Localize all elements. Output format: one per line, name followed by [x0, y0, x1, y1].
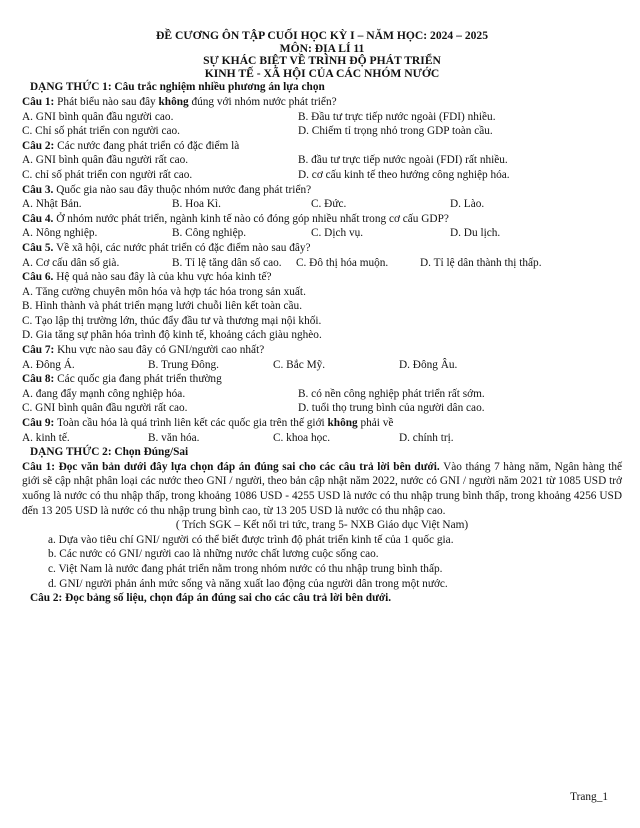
header-line-title: ĐỀ CƯƠNG ÔN TẬP CUỐI HỌC KỲ I – NĂM HỌC: 2024 – 2025: [155, 29, 489, 42]
question-1: [22, 95, 622, 110]
question-5-option-a: A. Cơ cấu dân số già.: [22, 256, 120, 269]
question-6-option-b: B. Hình thành và phát triển mạng lưới chuỗi liên kết toàn cầu.: [22, 300, 303, 313]
question-7-option-b: B. Trung Đông.: [148, 358, 219, 371]
question-9-option-c: C. khoa học.: [273, 431, 331, 444]
question-5-text: Về xã hội, các nước phát triển có đặc điểm nào sau đây?: [53, 241, 311, 254]
question-7-option-c: C. Bắc Mỹ.: [273, 358, 326, 371]
true-false-question-2: Câu 2: Đọc bảng số liệu, chọn đáp án đúng sai cho các câu trả lời bên dưới.: [30, 592, 392, 605]
question-8-text: Các quốc gia đang phát triển thường: [54, 373, 222, 386]
question-1-option-b: B. Đầu tư trực tiếp nước ngoài (FDI) nhiều.: [298, 110, 496, 123]
question-2: [22, 139, 622, 154]
question-9-text-pre: Toàn cầu hóa là quá trình liên kết các quốc gia trên thế giới: [54, 417, 328, 430]
question-2-option-c: C. chỉ số phát triển con người rất cao.: [22, 168, 193, 181]
question-2-option-b: B. đầu tư trực tiếp nước ngoài (FDI) rất nhiều.: [298, 154, 508, 167]
question-3-option-d: D. Lào.: [450, 198, 485, 211]
question-8: [22, 372, 622, 387]
question-3: [22, 183, 622, 198]
question-9: [22, 416, 622, 431]
tf-question-1-statement-d: d. GNI/ người phản ánh mức sống và năng xuất lao động của người dân trong một nước.: [48, 577, 448, 590]
question-9-label: Câu 9:: [22, 417, 55, 430]
question-9-option-b: B. văn hóa.: [148, 431, 200, 444]
question-8-option-a: A. đang đẩy mạnh công nghiệp hóa.: [22, 387, 186, 400]
exam-document: [22, 30, 622, 606]
question-2-options-row-1: [22, 153, 622, 168]
question-2-option-d: D. cơ cấu kinh tế theo hướng công nghiệp hóa.: [298, 168, 510, 181]
question-5: [22, 241, 622, 256]
question-3-option-c: C. Đức.: [311, 198, 347, 211]
question-5-label: Câu 5.: [22, 241, 54, 254]
question-9-text-post: phải về: [357, 417, 394, 430]
question-3-options: [22, 197, 622, 212]
question-9-option-a: A. kinh tế.: [22, 431, 70, 444]
header-line-topic-1: SỰ KHÁC BIỆT VỀ TRÌNH ĐỘ PHÁT TRIỂN: [203, 54, 441, 68]
question-9-emphasis: không: [327, 417, 358, 430]
question-8-option-b: B. có nền công nghiệp phát triển rất sớm.: [298, 387, 485, 400]
question-1-label: Câu 1:: [22, 95, 55, 108]
question-8-options-row-2: [22, 401, 622, 416]
question-4-options: [22, 226, 622, 241]
question-6-text: Hệ quả nào sau đây là của khu vực hóa kinh tế?: [53, 271, 272, 284]
question-3-option-a: A. Nhật Bản.: [22, 198, 82, 211]
tf-question-1-source: ( Trích SGK – Kết nối tri tức, trang 5- NXB Giáo dục Việt Nam): [175, 519, 469, 532]
question-3-text: Quốc gia nào sau đây thuộc nhóm nước đang phát triển?: [53, 183, 312, 196]
question-7: [22, 343, 622, 358]
question-6-label: Câu 6.: [22, 271, 54, 284]
question-2-label: Câu 2:: [22, 139, 55, 152]
question-5-option-d: D. Tỉ lệ dân thành thị thấp.: [420, 256, 542, 269]
true-false-question-1: [22, 460, 622, 518]
question-8-options-row-1: [22, 387, 622, 402]
question-3-label: Câu 3.: [22, 183, 54, 196]
question-4-option-d: D. Du lịch.: [450, 227, 501, 240]
question-8-label: Câu 8:: [22, 373, 55, 386]
question-9-options: [22, 431, 622, 446]
question-4-label: Câu 4.: [22, 212, 54, 225]
question-8-option-d: D. tuổi thọ trung bình của người dân cao.: [298, 402, 485, 415]
section-1-title: DẠNG THỨC 1: Câu trắc nghiệm nhiều phương án lựa chọn: [30, 81, 325, 94]
tf-question-1-statement-b: b. Các nước có GNI/ người cao là những nước chất lương cuộc sống cao.: [48, 548, 379, 561]
question-7-options: [22, 358, 622, 373]
question-2-option-a: A. GNI bình quân đầu người rất cao.: [22, 154, 189, 167]
tf-question-1-passage: Vào tháng 7 hàng năm, Ngân hàng thế giới sẽ cập nhật phân loại các nước theo GNI / người, theo bản cập nhật năm 2022, nước có GNI / người năm 2021 từ 1085 USD trở xuống là nước có thu nhập thấp, trong khoảng 1086 USD - 4255 USD là nước có thu nhập trung bình thấp, trong khoảng 4256 USD đến 13 205 USD là nước có thu nhập trung bình cao, từ 13 205 USD là nước có thu nhập cao.: [22, 460, 622, 517]
question-1-text-post: đúng với nhóm nước phát triển?: [188, 95, 337, 108]
question-2-text: Các nước đang phát triển có đặc điểm là: [54, 139, 240, 152]
question-4-option-c: C. Dịch vụ.: [311, 227, 364, 240]
question-3-option-b: B. Hoa Kì.: [172, 198, 221, 211]
question-9-option-d: D. chính trị.: [399, 431, 454, 444]
question-1-text-pre: Phát biểu nào sau đây: [54, 95, 159, 108]
question-4-option-a: A. Nông nghiệp.: [22, 227, 98, 240]
tf-question-1-statement-c: c. Việt Nam là nước đang phát triển nằm trong nhóm nước có thu nhập trung bình thấp.: [48, 562, 443, 575]
tf-question-1-instruction: Câu 1: Đọc văn bản dưới đây lựa chọn đáp án đúng sai cho các câu trả lời bên dưới.: [22, 460, 440, 473]
question-8-option-c: C. GNI bình quân đầu người rất cao.: [22, 402, 188, 415]
question-1-options-row-2: [22, 124, 622, 139]
question-7-option-a: A. Đông Á.: [22, 358, 75, 371]
tf-question-1-statement-a: a. Dựa vào tiêu chí GNI/ người có thể biết được trình độ phát triển kinh tế của 1 quốc gia.: [48, 533, 454, 546]
question-4-option-b: B. Công nghiệp.: [172, 227, 247, 240]
question-7-label: Câu 7:: [22, 344, 55, 357]
question-7-option-d: D. Đông Âu.: [399, 358, 458, 371]
section-2-title: DẠNG THỨC 2: Chọn Đúng/Sai: [30, 446, 189, 459]
question-1-options-row-1: [22, 110, 622, 125]
question-7-text: Khu vực nào sau đây có GNI/người cao nhất?: [54, 344, 265, 357]
header-line-subject: MÔN: ĐỊA LÍ 11: [279, 41, 365, 55]
document-header: [22, 30, 622, 80]
question-4-text: Ở nhóm nước phát triển, ngành kinh tế nào có đóng góp nhiều nhất trong cơ cấu GDP?: [53, 212, 449, 225]
question-4: [22, 212, 622, 227]
question-6-option-a: A. Tăng cường chuyên môn hóa và hợp tác hóa trong sản xuất.: [22, 285, 306, 298]
header-line-topic-2: KINH TẾ - XÃ HỘI CỦA CÁC NHÓM NƯỚC: [204, 66, 440, 80]
question-1-option-a: A. GNI bình quân đầu người cao.: [22, 110, 174, 123]
question-6-option-d: D. Gia tăng sự phân hóa trình độ kinh tế, khoảng cách giàu nghèo.: [22, 329, 322, 342]
question-5-option-c: C. Đô thị hóa muộn.: [296, 256, 389, 269]
question-1-option-d: D. Chiếm tỉ trọng nhỏ trong GDP toàn cầu.: [298, 125, 493, 138]
page-number: Trang_1: [570, 791, 608, 803]
question-2-options-row-2: [22, 168, 622, 183]
question-6-option-c: C. Tạo lập thị trường lớn, thúc đẩy đầu tư và thương mại nội khối.: [22, 314, 322, 327]
question-5-options: [22, 256, 622, 271]
question-5-option-b: B. Tỉ lệ tăng dân số cao.: [172, 256, 282, 269]
question-1-option-c: C. Chỉ số phát triển con người cao.: [22, 125, 180, 138]
question-6: [22, 270, 622, 285]
question-1-emphasis: không: [158, 95, 189, 108]
